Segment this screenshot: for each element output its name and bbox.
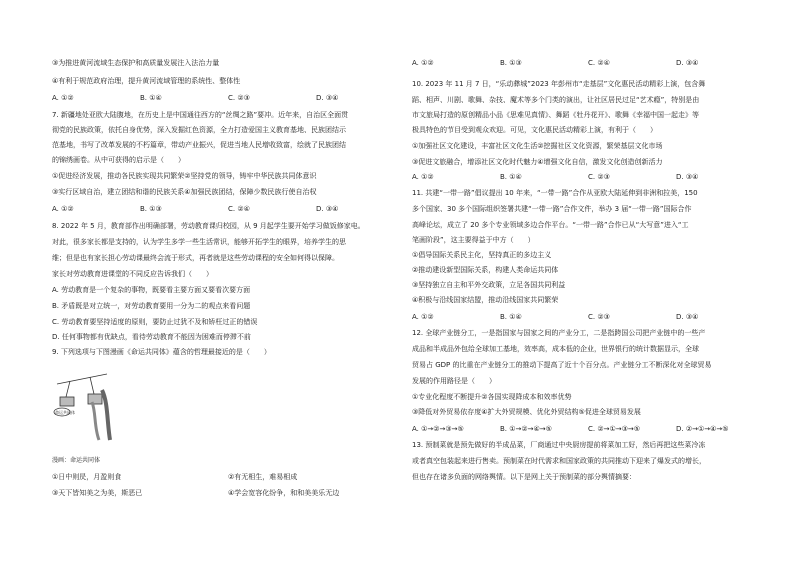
q11-option-a: A. ①② <box>412 313 434 321</box>
q9-option-a: A. ①② <box>412 59 434 67</box>
q10-line: 10. 2023 年 11 月 7 日，“乐动彝城”2023 年彭州市“走基层”文化惠民活动精彩上演，包含舞 <box>412 80 706 88</box>
q10-option-d: D. ③④ <box>676 173 699 181</box>
q8-line: 维；但是也有家长担心劳动课最终会流于形式，再者就是这些劳动课程的安全如何得以保障。 <box>52 254 339 262</box>
q7-line: 范基地，书写了改革发展的不朽篇章，带动产业振兴，促进当地人民增收致富，绘就了民族团结 <box>52 141 346 149</box>
cartoon-figure <box>52 372 112 442</box>
q6-options <box>52 94 412 103</box>
q8-line: 对此，很多家长都是支持的，认为学生多学一些生活常识，能够开拓学生的眼界，培养学生的思 <box>52 238 346 246</box>
q10-line: 蹈、相声、川剧、歌舞、杂技、魔术等多个门类的演出，让社区居民过足“艺术瘾”，特别是由 <box>412 96 700 104</box>
q6-option-b: B. ①④ <box>140 94 162 102</box>
q13-line: 或者真空包装起来进行售卖。预制菜在时代需求和国家政策的共同推动下迎来了爆发式的增长， <box>412 457 706 465</box>
q9-options <box>412 59 772 68</box>
q12-line: 成品和半成品外包给全球加工基地，效率高，成本低的企业，世界银行的统计数据显示，全球 <box>412 345 699 353</box>
q11-statement-3: ③坚持独立自主和平外交政策，立足各国共同利益 <box>412 281 566 289</box>
q8-option-a: A. 劳动教育是一个复杂的事物，既要看主要方面又要看次要方面 <box>52 286 251 294</box>
q11-option-d: D. ③④ <box>676 313 699 321</box>
q11-statement-4: ④积极与沿线国家结盟，推动沿线国家共同繁荣 <box>412 296 559 304</box>
q8-option-c: C. 劳动教育要坚持适度的原则，要防止过犹不及和矫枉过正的错误 <box>52 318 258 326</box>
q8-option-b: B. 矛盾既是对立统一，对劳动教育要用一分为二的观点来看问题 <box>52 302 251 310</box>
q11-line: 笔画阶段”，这主要得益于中方（ ） <box>412 236 535 244</box>
q9-option-b: B. ①③ <box>500 59 522 67</box>
q7-option-c: C. ②④ <box>228 205 250 213</box>
q12-statements-3-5: ③降低对外贸易依存度④扩大外贸规模、优化外贸结构⑤促进全球贸易发展 <box>412 408 641 416</box>
q9-statement-2: ②有无相生，难易相成 <box>228 473 298 481</box>
q11-option-c: C. ②③ <box>588 313 610 321</box>
q12-option-a: A. ①→②→③→⑤ <box>412 425 464 433</box>
q10-line: 市文旅局打造的原创精品小品《思难见真情》、舞蹈《牡丹花开》、歌舞《幸福中国一起走》等 <box>412 111 699 119</box>
q12-line: 发展的作用路径是（ ） <box>412 377 496 385</box>
q12-options <box>412 425 772 434</box>
cartoon-inner-label: 命运共同体 <box>55 410 75 415</box>
q9-option-d: D. ③④ <box>676 59 699 67</box>
q8-option-d: D. 任何事物都有优缺点，看待劳动教育不能因为困难而停滞不前 <box>52 333 251 341</box>
q10-line: 极具特色的节目受到观众欢迎。可见，文化惠民活动精彩上演，有利于（ ） <box>412 126 657 134</box>
q6-statement-4: ④有利于规范政府治理，提升黄河流域管理的系统性、整体性 <box>52 77 241 85</box>
q7-option-a: A. ①② <box>52 205 74 213</box>
q12-option-b: B. ①→②→④→⑤ <box>500 425 552 433</box>
q6-option-c: C. ②③ <box>228 94 250 102</box>
q7-options <box>52 205 412 214</box>
q11-line: 11. 共建“一带一路”倡议提出 10 年来，“一带一路”合作从亚欧大陆延伸到非洲和拉美，150 <box>412 189 698 197</box>
q6-option-d: D. ③④ <box>316 94 339 102</box>
q10-options <box>412 173 772 182</box>
q11-statement-1: ①倡导国际关系民主化，坚持真正的多边主义 <box>412 251 552 259</box>
q10-option-c: C. ②③ <box>588 173 610 181</box>
q9-statements-row-2 <box>52 489 412 498</box>
figure-caption: 漫画：命运共同体 <box>52 457 101 464</box>
q9-stem: 9. 下列选项与下图漫画《命运共同体》蕴含的哲理最接近的是（ ） <box>52 348 271 356</box>
q12-line: 贸易占 GDP 的比重在产业链分工的推动下提高了近十个百分点。产业链分工不断深化对全球贸易 <box>412 361 712 369</box>
q12-option-d: D. ②→①→④→⑤ <box>676 425 729 433</box>
q10-option-b: B. ①④ <box>500 173 522 181</box>
q11-line: 多个国家、30 多个国际组织签署共建“一带一路”合作文件，举办 3 届“一带一路”国际合作 <box>412 205 692 213</box>
q8-line: 家长对劳动教育进课堂的不同反应告诉我们（ ） <box>52 270 213 278</box>
q11-options <box>412 313 772 322</box>
q10-option-a: A. ①② <box>412 173 434 181</box>
q9-statement-4: ④学会宽容化纷争，和和美美乐无边 <box>228 489 340 497</box>
q6-statement-3: ③为推进黄河流域生态保护和高质量发展注入法治力量 <box>52 59 220 67</box>
q9-statements-row-1 <box>52 473 412 482</box>
q11-line: 高峰论坛，成立了 20 多个专业领域多边合作平台。“一带一路”合作已从“大写意”进入“工 <box>412 221 689 229</box>
q8-line: 8. 2022 年 5 月，教育部作出明确部署，劳动教育课归校园，从 9 月起学生要开始学习做饭修家电。 <box>52 222 365 230</box>
q7-option-b: B. ①③ <box>140 205 162 213</box>
q12-statements-1-2: ①专业化程度不断提升②各国实现降成本和效率优势 <box>412 393 572 401</box>
q7-line: 的锦绣画卷。从中可获得的启示是（ ） <box>52 156 185 164</box>
q7-line: ③实行区域自治，建立团结和谐的民族关系④加强民族团结，保障少数民族行使自治权 <box>52 188 317 196</box>
q13-line: 但也存在诸多负面的网络舆情。以下是网上关于预制菜的部分舆情摘要： <box>412 473 636 481</box>
q9-option-c: C. ②④ <box>588 59 610 67</box>
q7-line: 彻党的民族政策，依托自身优势，深入发掘红色资源，全力打造爱国主义教育基地、民族团结示 <box>52 126 346 134</box>
q10-line: ①加强社区文化建设，丰富社区文化生活②挖掘社区文化资源，繁荣基层文化市场 <box>412 142 663 150</box>
q11-statement-2: ②推动建设新型国际关系，构建人类命运共同体 <box>412 266 559 274</box>
q7-line: 7. 新疆地处亚欧大陆腹地，在历史上是中国通往西方的“丝绸之路”要冲。近年来，自治区全面贯 <box>52 111 349 119</box>
q12-line: 12. 全球产业链分工，一是指国家与国家之间的产业分工，二是指跨国公司把产业链中的一些产 <box>412 329 706 337</box>
q11-option-b: B. ①④ <box>500 313 522 321</box>
q9-statement-3: ③天下皆知美之为美，斯恶已 <box>52 489 143 497</box>
q12-option-c: C. ②→①→③→⑤ <box>588 425 641 433</box>
q7-line: ①促进经济发展，推动各民族实现共同繁荣②坚持党的领导，铸牢中华民族共同体意识 <box>52 172 317 180</box>
q13-line: 13. 预制菜就是预先做好的半成品菜，厂商通过中央厨房提前将菜加工好，然后再把这些菜冷冻 <box>412 441 706 449</box>
q9-statement-1: ①日中则昃，月盈则食 <box>52 473 122 481</box>
q10-line: ③促进文旅融合，增添社区文化时代魅力④增强文化自信，激发文化创造创新活力 <box>412 158 663 166</box>
q7-option-d: D. ③④ <box>316 205 339 213</box>
q6-option-a: A. ①② <box>52 94 74 102</box>
